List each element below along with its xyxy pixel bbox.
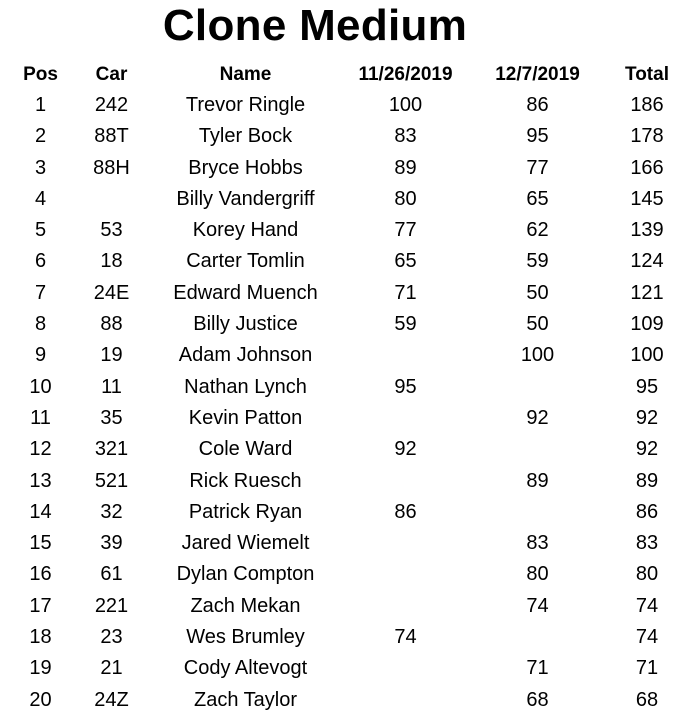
cell-date2-points: 89 bbox=[526, 469, 549, 492]
cell-date1-points: 100 bbox=[388, 94, 423, 116]
cell-date1-points: 59 bbox=[394, 313, 417, 336]
column-header-date1: 11/26/2019 bbox=[358, 64, 453, 85]
cell-total: 86 bbox=[635, 500, 659, 523]
cell-name: Nathan Lynch bbox=[184, 375, 307, 398]
cell-date2-points: 62 bbox=[526, 219, 549, 242]
cell-car: 321 bbox=[94, 438, 129, 461]
cell-date1-points bbox=[349, 340, 462, 371]
table-row bbox=[0, 340, 681, 371]
cell-pos: 2 bbox=[34, 125, 47, 148]
cell-pos: 13 bbox=[29, 469, 52, 492]
table-row bbox=[0, 184, 681, 215]
cell-name: Korey Hand bbox=[192, 219, 299, 242]
cell-date1-points: 71 bbox=[394, 281, 417, 304]
cell-total: 95 bbox=[635, 375, 659, 398]
table-row bbox=[0, 215, 681, 246]
cell-pos: 16 bbox=[29, 563, 52, 586]
cell-car: 23 bbox=[100, 626, 123, 649]
cell-total: 178 bbox=[630, 125, 664, 148]
cell-pos: 15 bbox=[29, 532, 52, 555]
table-row bbox=[0, 559, 681, 590]
cell-car: 521 bbox=[94, 469, 129, 492]
table-row bbox=[0, 591, 681, 622]
cell-date1-points bbox=[349, 528, 462, 559]
table-row bbox=[0, 466, 681, 497]
table-row bbox=[0, 372, 681, 403]
cell-date1-points: 86 bbox=[394, 500, 417, 523]
cell-total: 145 bbox=[630, 187, 664, 210]
cell-total: 83 bbox=[635, 532, 659, 555]
cell-car: 35 bbox=[100, 406, 123, 429]
cell-name: Rick Ruesch bbox=[189, 469, 302, 492]
cell-car: 32 bbox=[100, 500, 123, 523]
cell-date1-points bbox=[349, 591, 462, 622]
cell-date1-points bbox=[349, 685, 462, 716]
cell-total: 80 bbox=[635, 563, 659, 586]
cell-name: Patrick Ryan bbox=[188, 500, 303, 523]
cell-total: 109 bbox=[630, 313, 664, 336]
cell-name: Carter Tomlin bbox=[186, 250, 305, 273]
table-row bbox=[0, 528, 681, 559]
column-header-car: Car bbox=[95, 64, 128, 85]
cell-pos: 10 bbox=[29, 375, 52, 398]
cell-total: 166 bbox=[630, 156, 664, 179]
cell-name: Billy Justice bbox=[193, 313, 298, 336]
cell-car: 19 bbox=[100, 344, 123, 367]
table-row bbox=[0, 309, 681, 340]
header-row bbox=[0, 59, 681, 90]
table-row bbox=[0, 497, 681, 528]
cell-pos: 7 bbox=[34, 281, 47, 304]
cell-date1-points: 65 bbox=[394, 250, 417, 273]
cell-pos: 8 bbox=[34, 313, 47, 336]
cell-date2-points: 83 bbox=[526, 532, 549, 555]
cell-car: 18 bbox=[100, 250, 123, 273]
cell-date1-points: 83 bbox=[394, 125, 417, 148]
cell-car: 53 bbox=[100, 219, 123, 242]
cell-date2-points bbox=[462, 622, 613, 653]
cell-pos: 17 bbox=[29, 594, 52, 617]
cell-car: 61 bbox=[100, 563, 123, 586]
cell-car: 24Z bbox=[94, 688, 129, 711]
table-row bbox=[0, 622, 681, 653]
cell-date1-points bbox=[349, 559, 462, 590]
cell-name: Trevor Ringle bbox=[185, 94, 306, 116]
cell-date2-points: 80 bbox=[526, 563, 549, 586]
cell-pos: 20 bbox=[29, 688, 52, 711]
column-header-pos: Pos bbox=[23, 64, 58, 85]
cell-date1-points: 80 bbox=[394, 187, 417, 210]
cell-pos: 4 bbox=[34, 187, 47, 210]
cell-date2-points: 92 bbox=[526, 406, 549, 429]
cell-name: Jared Wiemelt bbox=[181, 532, 310, 555]
cell-date1-points: 74 bbox=[394, 626, 417, 649]
cell-date2-points: 71 bbox=[526, 657, 549, 680]
column-header-date2: 12/7/2019 bbox=[495, 64, 580, 85]
cell-name: Billy Vandergriff bbox=[176, 187, 315, 210]
cell-total: 74 bbox=[635, 594, 659, 617]
cell-name: Zach Taylor bbox=[193, 688, 297, 711]
cell-name: Zach Mekan bbox=[190, 594, 301, 617]
cell-total: 71 bbox=[635, 657, 659, 680]
cell-date1-points: 95 bbox=[394, 375, 417, 398]
cell-total: 124 bbox=[630, 250, 664, 273]
cell-date2-points: 50 bbox=[526, 281, 549, 304]
cell-car: 24E bbox=[93, 281, 130, 304]
cell-car: 221 bbox=[94, 594, 129, 617]
cell-car bbox=[81, 184, 142, 215]
cell-date2-points: 77 bbox=[526, 156, 549, 179]
standings-table bbox=[0, 59, 681, 716]
cell-car: 88H bbox=[93, 156, 130, 179]
cell-name: Adam Johnson bbox=[178, 344, 313, 367]
cell-car: 11 bbox=[101, 375, 122, 398]
cell-total: 92 bbox=[635, 406, 659, 429]
cell-date2-points bbox=[462, 372, 613, 403]
cell-total: 186 bbox=[630, 94, 664, 116]
cell-pos: 12 bbox=[29, 438, 52, 461]
cell-car: 88 bbox=[100, 313, 123, 336]
cell-date1-points: 92 bbox=[394, 438, 417, 461]
cell-pos: 6 bbox=[34, 250, 47, 273]
cell-name: Cody Altevogt bbox=[183, 657, 308, 680]
table-row bbox=[0, 246, 681, 277]
cell-date2-points: 68 bbox=[526, 688, 549, 711]
cell-pos: 3 bbox=[34, 156, 47, 179]
cell-name: Cole Ward bbox=[198, 438, 293, 461]
cell-total: 68 bbox=[635, 688, 659, 711]
cell-date2-points bbox=[462, 497, 613, 528]
cell-name: Kevin Patton bbox=[188, 406, 303, 429]
cell-date2-points: 86 bbox=[526, 94, 549, 116]
cell-date1-points: 77 bbox=[394, 219, 417, 242]
table-row bbox=[0, 90, 681, 121]
cell-date2-points: 50 bbox=[526, 313, 549, 336]
cell-date1-points bbox=[349, 466, 462, 497]
table-row bbox=[0, 434, 681, 465]
table-row bbox=[0, 685, 681, 716]
cell-pos: 5 bbox=[34, 219, 47, 242]
cell-total: 100 bbox=[630, 344, 664, 367]
cell-date2-points bbox=[462, 434, 613, 465]
cell-pos: 11 bbox=[30, 406, 51, 429]
cell-date1-points bbox=[349, 403, 462, 434]
cell-total: 89 bbox=[635, 469, 659, 492]
cell-date2-points: 74 bbox=[526, 594, 549, 617]
column-header-name: Name bbox=[219, 64, 272, 85]
cell-total: 121 bbox=[630, 281, 664, 304]
cell-pos: 19 bbox=[29, 657, 52, 680]
cell-total: 139 bbox=[630, 219, 664, 242]
cell-name: Dylan Compton bbox=[176, 563, 315, 586]
cell-date2-points: 59 bbox=[526, 250, 549, 273]
cell-total: 92 bbox=[635, 438, 659, 461]
cell-date2-points: 95 bbox=[526, 125, 549, 148]
cell-pos: 14 bbox=[29, 500, 52, 523]
cell-name: Bryce Hobbs bbox=[188, 156, 303, 179]
cell-car: 88T bbox=[94, 125, 129, 148]
table-row bbox=[0, 153, 681, 184]
cell-car: 39 bbox=[100, 532, 123, 555]
cell-date1-points bbox=[349, 653, 462, 684]
cell-car: 21 bbox=[100, 657, 123, 680]
cell-pos: 1 bbox=[34, 94, 47, 116]
page-title: Clone Medium bbox=[162, 1, 468, 50]
table-row bbox=[0, 121, 681, 152]
cell-total: 74 bbox=[635, 626, 659, 649]
column-header-total: Total bbox=[625, 64, 669, 85]
cell-name: Tyler Bock bbox=[198, 125, 293, 148]
cell-car: 242 bbox=[94, 94, 129, 116]
cell-name: Edward Muench bbox=[173, 281, 318, 304]
cell-pos: 9 bbox=[34, 344, 47, 367]
table-row bbox=[0, 278, 681, 309]
cell-date1-points: 89 bbox=[394, 156, 417, 179]
table-row bbox=[0, 653, 681, 684]
cell-date2-points: 100 bbox=[520, 344, 555, 367]
cell-pos: 18 bbox=[29, 626, 52, 649]
cell-name: Wes Brumley bbox=[186, 626, 305, 649]
table-row bbox=[0, 403, 681, 434]
cell-date2-points: 65 bbox=[526, 187, 549, 210]
